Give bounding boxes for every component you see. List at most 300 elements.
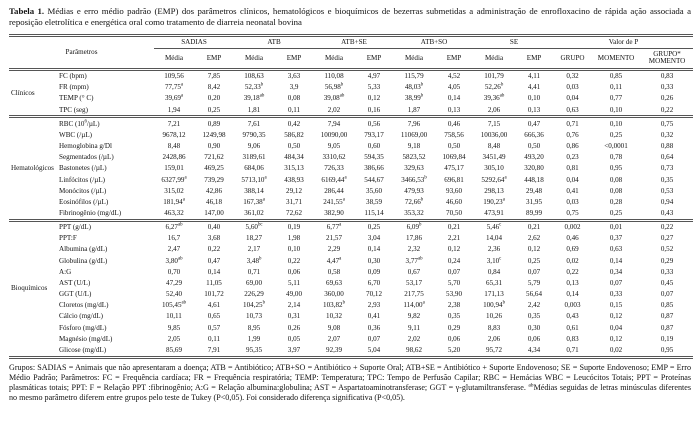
value-cell: 5,60$^{bc}$ — [234, 220, 274, 233]
param-cell: FR (mpm) — [59, 83, 89, 92]
param-cell: GGT (U/L) — [59, 290, 92, 299]
value-cell: 0,69 — [566, 245, 579, 254]
value-cell: 100,94$^b$ — [483, 300, 505, 310]
value-cell: 0,50 — [287, 142, 301, 151]
value-cell: 0,47 — [514, 117, 554, 130]
param-header: Parâmetros — [65, 48, 98, 57]
table-row — [9, 174, 693, 185]
value-cell: 0,81 — [566, 164, 579, 173]
value-cell: 2,02 — [327, 105, 341, 114]
value-cell: 3,9 — [289, 83, 299, 92]
value-cell: 758,56 — [444, 130, 464, 139]
param-cell: Cloretos (mg/dL) — [59, 301, 109, 310]
value-cell: 7,96 — [394, 117, 434, 130]
value-cell: 5,33 — [367, 83, 381, 92]
media-header: Média — [244, 54, 264, 63]
value-cell: 0,90 — [207, 142, 221, 151]
value-cell: 9,08 — [327, 323, 341, 332]
value-cell: 0,35 — [447, 312, 461, 321]
value-cell: 0,10 — [609, 105, 623, 114]
value-cell: 469,25 — [204, 164, 224, 173]
value-cell: 0,35 — [660, 175, 674, 184]
value-cell: 7,61 — [234, 117, 274, 130]
value-cell: 315,02 — [164, 186, 184, 195]
table-row — [9, 322, 693, 333]
value-cell: 98,62 — [406, 345, 422, 354]
value-cell: 10,11 — [166, 312, 182, 321]
value-cell: 109,56 — [154, 69, 194, 82]
value-cell: 484,34 — [284, 153, 304, 162]
value-cell: 49,00 — [286, 290, 302, 299]
value-cell: 0,63 — [566, 105, 579, 114]
value-cell: 2,05 — [167, 334, 181, 343]
value-cell: 0,22 — [207, 245, 221, 254]
value-cell: 0,60 — [367, 142, 381, 151]
value-cell: 3,63 — [274, 69, 314, 82]
value-cell: 2,06 — [487, 334, 501, 343]
value-cell: 0,09 — [367, 267, 381, 276]
param-cell: A:G — [59, 267, 72, 276]
value-cell: 0,11 — [287, 105, 301, 114]
group-header-se: SE — [474, 35, 554, 48]
value-cell: 3,10$^c$ — [486, 256, 502, 265]
value-cell: 0,08 — [287, 94, 301, 103]
value-cell: 2,36 — [487, 245, 501, 254]
value-cell: 0,37 — [609, 234, 623, 243]
value-cell: 0,87 — [660, 312, 674, 321]
value-cell: 0,21 — [434, 220, 474, 233]
value-cell: 0,31 — [287, 312, 301, 321]
value-cell: 6327,99$^a$ — [161, 175, 187, 184]
value-cell: 9,11 — [407, 323, 421, 332]
value-cell: 0,26 — [287, 323, 301, 332]
value-cell: 2,32 — [407, 245, 421, 254]
value-cell: 0,41 — [566, 186, 579, 195]
value-cell: 0,87 — [660, 323, 674, 332]
value-cell: 39,18$^{ab}$ — [243, 94, 265, 103]
value-cell: 0,03 — [566, 83, 579, 92]
value-cell: 52,40 — [166, 290, 182, 299]
value-cell: 226,29 — [244, 290, 264, 299]
value-cell: 2,21 — [447, 234, 461, 243]
value-cell: 0,57 — [207, 323, 221, 332]
value-cell: 0,002 — [554, 220, 591, 233]
value-cell: 38,59 — [366, 197, 382, 206]
value-cell: 0,07 — [660, 290, 674, 299]
value-cell: 0,52 — [660, 245, 674, 254]
value-cell: 0,22 — [287, 256, 301, 265]
param-cell: TEMP (° C) — [59, 94, 94, 103]
value-cell: 0,13 — [447, 105, 461, 114]
value-cell: 8,83 — [487, 323, 501, 332]
value-cell: 0,07 — [527, 267, 541, 276]
value-cell: 29,12 — [286, 186, 302, 195]
value-cell: 298,13 — [484, 186, 504, 195]
value-cell: 5713,10$^a$ — [241, 175, 267, 184]
value-cell: 16,7 — [167, 234, 181, 243]
value-cell: 2,93 — [367, 301, 381, 310]
table-row — [9, 300, 693, 311]
param-cell: RBC $(10^6/\mu L)$ — [55, 117, 154, 130]
value-cell: 7,91 — [207, 345, 221, 354]
value-cell: 4,11 — [514, 69, 554, 82]
value-cell: 7,94 — [314, 117, 354, 130]
value-cell: 0,53 — [660, 186, 674, 195]
value-cell: 493,20 — [524, 153, 544, 162]
value-cell: 0,46 — [566, 234, 579, 243]
value-cell: 0,15 — [609, 301, 623, 310]
table-number: Tabela 1. — [9, 6, 45, 16]
value-cell: 594,35 — [364, 153, 384, 162]
value-cell: 0,33 — [660, 267, 674, 276]
media-header: Média — [404, 54, 424, 63]
value-cell: 72,62 — [286, 208, 302, 217]
value-cell: 0,25 — [527, 256, 541, 265]
value-cell: 353,32 — [404, 208, 424, 217]
value-cell: 3,77$^{ab}$ — [405, 256, 423, 265]
value-cell: 320,80 — [524, 164, 544, 173]
value-cell: 0,43 — [660, 208, 674, 217]
value-cell: 5,46$^c$ — [474, 220, 514, 233]
value-cell: 0,65 — [207, 312, 221, 321]
value-cell: 0,08 — [609, 175, 623, 184]
table-row — [9, 117, 693, 130]
value-cell: 739,29 — [204, 175, 224, 184]
value-cell: 0,10 — [591, 117, 641, 130]
value-cell: 0,94 — [660, 197, 674, 206]
value-cell: 70,12 — [366, 290, 382, 299]
value-cell: 4,61 — [207, 301, 221, 310]
value-cell: 10090,00 — [320, 130, 348, 139]
value-cell: 0,30 — [527, 323, 541, 332]
value-cell: 1,98 — [287, 234, 301, 243]
value-cell: 6,70 — [367, 278, 381, 287]
param-cell: FC (bpm) — [55, 69, 154, 82]
param-cell: Eosinófilos (/µL) — [59, 197, 109, 206]
value-cell: 0,25 — [354, 220, 394, 233]
table-row — [9, 82, 693, 93]
value-cell: 31,95 — [526, 197, 543, 206]
value-cell: 0,46 — [434, 117, 474, 130]
value-cell: 3,97 — [287, 345, 301, 354]
value-cell: 0,22 — [641, 220, 693, 233]
table-row — [9, 163, 693, 174]
table-row — [9, 93, 693, 104]
value-cell: 14,04 — [486, 234, 503, 243]
value-cell: 108,63 — [234, 69, 274, 82]
value-cell: 361,02 — [244, 208, 264, 217]
value-cell: 0,67 — [407, 267, 421, 276]
value-cell: 479,93 — [404, 186, 424, 195]
value-cell: 0,12 — [367, 94, 381, 103]
value-cell: 65,31 — [486, 278, 503, 287]
value-cell: 56,98$^b$ — [324, 82, 344, 92]
table-row — [9, 255, 693, 266]
value-cell: 0,42 — [274, 117, 314, 130]
table-row — [9, 185, 693, 196]
value-cell: 4,47$^a$ — [326, 256, 342, 265]
value-cell: 0,25 — [609, 130, 623, 139]
value-cell: 0,12 — [447, 245, 461, 254]
param-cell: Segmentados (/µL) — [59, 153, 114, 162]
value-cell: 0,77 — [609, 94, 623, 103]
value-cell: 2,07 — [327, 334, 341, 343]
value-cell: 9678,12 — [162, 130, 186, 139]
value-cell: 0,75 — [641, 117, 693, 130]
value-cell: 2428,86 — [162, 153, 186, 162]
value-cell: 0,22 — [566, 267, 579, 276]
value-cell: 0,06 — [527, 334, 541, 343]
section-label: Clínicos — [9, 69, 55, 117]
value-cell: 0,22 — [660, 105, 674, 114]
param-cell: PPT (g/dL) — [55, 220, 154, 233]
value-cell: 0,61 — [566, 323, 579, 332]
value-cell: 56,64 — [526, 290, 543, 299]
table-row — [9, 233, 693, 244]
value-cell: 1,87 — [407, 105, 421, 114]
value-cell: 9,06 — [247, 142, 261, 151]
value-cell: 305,10 — [484, 164, 504, 173]
value-cell: 89,99 — [526, 208, 543, 217]
value-cell: 793,17 — [364, 130, 384, 139]
group-header-atb-so: ATB+SO — [394, 35, 474, 48]
value-cell: 92,39 — [326, 345, 342, 354]
table-row — [9, 220, 693, 233]
value-cell: 463,32 — [164, 208, 184, 217]
table-header — [9, 35, 693, 69]
value-cell: 0,05 — [287, 334, 301, 343]
value-cell: 4,97 — [354, 69, 394, 82]
section-label: Bioquímicos — [9, 220, 55, 357]
value-cell: 0,12 — [527, 245, 541, 254]
param-cell: WBC (/µL) — [59, 130, 93, 139]
value-cell: 2,14 — [287, 301, 301, 310]
value-cell: 0,71 — [566, 345, 579, 354]
param-cell: Magnésio (mg/dL) — [59, 334, 113, 343]
value-cell: 0,28 — [609, 197, 623, 206]
value-cell: 21,57 — [326, 234, 342, 243]
value-cell: 4,52 — [434, 69, 474, 82]
value-cell: 47,29 — [166, 278, 182, 287]
table-row — [9, 104, 693, 117]
value-cell: 448,18 — [524, 175, 544, 184]
param-cell: Albumina (g/dL) — [59, 245, 108, 254]
value-cell: 0,30 — [367, 256, 381, 265]
value-cell: 6,27$^{ab}$ — [154, 220, 194, 233]
value-cell: 7,85 — [194, 69, 234, 82]
value-cell: 38,99$^b$ — [404, 94, 424, 103]
value-cell: 0,83 — [641, 69, 693, 82]
value-cell: 0,70 — [167, 267, 181, 276]
value-cell: 29,48 — [526, 186, 543, 195]
value-cell: 0,25 — [609, 208, 623, 217]
value-cell: 0,83 — [566, 334, 579, 343]
value-cell: 18,27 — [246, 234, 262, 243]
value-cell: 0,12 — [609, 312, 623, 321]
value-cell: 93,60 — [446, 186, 462, 195]
value-cell: 1069,84 — [442, 153, 466, 162]
value-cell: 104,25$^b$ — [243, 300, 265, 310]
value-cell: 1,99 — [247, 334, 261, 343]
table-body — [9, 69, 693, 357]
value-cell: 114,00$^a$ — [403, 300, 425, 310]
value-cell: 0,14 — [207, 267, 221, 276]
value-cell: 5,04 — [367, 345, 381, 354]
value-cell: 53,17 — [406, 278, 422, 287]
value-cell: 0,10 — [287, 245, 301, 254]
value-cell: 0,11 — [207, 334, 221, 343]
value-cell: 0,88 — [660, 142, 674, 151]
table-row — [9, 244, 693, 255]
value-cell: 69,63 — [326, 278, 342, 287]
value-cell: 0,33 — [609, 290, 623, 299]
p-grupo-header: GRUPO — [560, 54, 585, 63]
value-cell: 5292,64$^a$ — [481, 175, 507, 184]
value-cell: 388,14 — [244, 186, 264, 195]
value-cell: 9790,35 — [242, 130, 266, 139]
value-cell: 0,85 — [591, 69, 641, 82]
value-cell: 110,08 — [314, 69, 354, 82]
value-cell: 0,12 — [609, 334, 623, 343]
section-label: Hematológicos — [9, 117, 55, 220]
value-cell: 0,21 — [514, 220, 554, 233]
value-cell: 0,04 — [566, 94, 579, 103]
value-cell: 5,70 — [447, 278, 461, 287]
param-cell: Glicose (mg/dL) — [59, 345, 107, 354]
value-cell: 167,38$^a$ — [243, 197, 265, 206]
value-cell: 9,85 — [167, 323, 181, 332]
value-cell: 0,25 — [207, 105, 221, 114]
value-cell: 3,04 — [367, 234, 381, 243]
value-cell: 115,79 — [394, 69, 434, 82]
value-cell: 72,66$^b$ — [404, 197, 424, 206]
value-cell: 6,09$^b$ — [394, 220, 434, 233]
value-cell: 0,56 — [354, 117, 394, 130]
value-cell: 0,45 — [660, 278, 674, 287]
value-cell: 0,71 — [554, 117, 591, 130]
value-cell: 70,50 — [446, 208, 462, 217]
value-cell: 9,82 — [407, 312, 421, 321]
value-cell: 0,32 — [660, 130, 674, 139]
param-cell: TPC (seg) — [59, 105, 88, 114]
value-cell: 0,10 — [527, 94, 541, 103]
value-cell: 115,14 — [364, 208, 384, 217]
value-cell: 475,17 — [444, 164, 464, 173]
value-cell: 0,06 — [447, 334, 461, 343]
emp-header: EMP — [446, 54, 462, 63]
value-cell: 9,18 — [407, 142, 421, 151]
media-header: Média — [164, 54, 184, 63]
value-cell: 0,32 — [554, 69, 591, 82]
value-cell: 7,15 — [474, 117, 514, 130]
value-cell: 8,95 — [247, 323, 261, 332]
value-cell: 0,63 — [609, 245, 623, 254]
value-cell: 3466,53$^b$ — [401, 175, 427, 184]
table-row — [9, 277, 693, 288]
value-cell: 4,34 — [527, 345, 541, 354]
value-cell: 31,71 — [286, 197, 302, 206]
group-header-row — [9, 35, 693, 48]
value-cell: 10,32 — [326, 312, 342, 321]
value-cell: 217,75 — [404, 290, 424, 299]
value-cell: 0,35 — [527, 312, 541, 321]
value-cell: 0,04 — [566, 175, 579, 184]
value-cell: 46,60 — [446, 197, 462, 206]
value-cell: 0,01 — [591, 220, 641, 233]
value-cell: 0,50 — [447, 142, 461, 151]
value-cell: 11069,00 — [400, 130, 428, 139]
value-cell: 0,06 — [287, 267, 301, 276]
value-cell: 8,42 — [207, 83, 221, 92]
value-cell: 0,47 — [207, 256, 221, 265]
value-cell: 0,86 — [566, 142, 579, 151]
emp-header: EMP — [526, 54, 542, 63]
value-cell: 286,44 — [324, 186, 344, 195]
value-cell: 7,21 — [154, 117, 194, 130]
value-cell: 0,04 — [609, 323, 623, 332]
data-table — [9, 34, 693, 359]
p-momento-header: MOMENTO — [597, 54, 635, 63]
value-cell: 721,62 — [204, 153, 224, 162]
value-cell: 0,95 — [660, 345, 674, 354]
value-cell: 696,81 — [444, 175, 464, 184]
value-cell: 0,19 — [660, 334, 674, 343]
value-cell: 0,03 — [566, 197, 579, 206]
value-cell: 10036,00 — [480, 130, 508, 139]
value-cell: 0,71 — [247, 267, 261, 276]
param-cell: Fibrinogênio (mg/dL) — [59, 208, 122, 217]
value-cell: 1249,98 — [202, 130, 226, 139]
value-cell: 684,06 — [244, 164, 264, 173]
value-cell: 159,01 — [164, 164, 184, 173]
value-cell: 3,80$^{ab}$ — [165, 256, 183, 265]
param-cell: Bastonetes (/µL) — [59, 164, 107, 173]
param-cell: AST (U/L) — [59, 278, 91, 287]
param-cell: Globulina (g/dL) — [59, 256, 108, 265]
table-row — [9, 141, 693, 152]
value-cell: 53,90 — [446, 290, 462, 299]
value-cell: 0,20 — [207, 94, 221, 103]
value-cell: 6,77$^a$ — [314, 220, 354, 233]
value-cell: 3310,62 — [322, 153, 346, 162]
value-cell: 2,17 — [247, 245, 261, 254]
value-cell: 0,24 — [447, 256, 461, 265]
value-cell: 0,76 — [566, 130, 579, 139]
value-cell: 0,29 — [660, 256, 674, 265]
value-cell: 0,07 — [367, 334, 381, 343]
value-cell: 2,02 — [407, 334, 421, 343]
value-cell: 101,72 — [204, 290, 224, 299]
value-cell: 0,14 — [566, 290, 579, 299]
value-cell: 2,38 — [447, 301, 461, 310]
value-cell: 0,36 — [367, 323, 381, 332]
param-cell: Fósforo (mg/dL) — [59, 323, 107, 332]
value-cell: 4,05 — [447, 83, 461, 92]
param-cell: Hemoglobina g/Dl — [59, 142, 112, 151]
value-cell: 5,20 — [447, 345, 461, 354]
value-cell: 0,13 — [566, 278, 579, 287]
value-cell: 95,35 — [246, 345, 262, 354]
media-header: Média — [484, 54, 504, 63]
value-cell: 544,67 — [364, 175, 384, 184]
emp-header: EMP — [206, 54, 222, 63]
value-cell: 10,26 — [486, 312, 503, 321]
value-cell: 8,48 — [167, 142, 181, 151]
value-cell: 386,66 — [364, 164, 384, 173]
table-title — [9, 6, 691, 29]
value-cell: 101,79 — [474, 69, 514, 82]
value-cell: 171,13 — [484, 290, 504, 299]
